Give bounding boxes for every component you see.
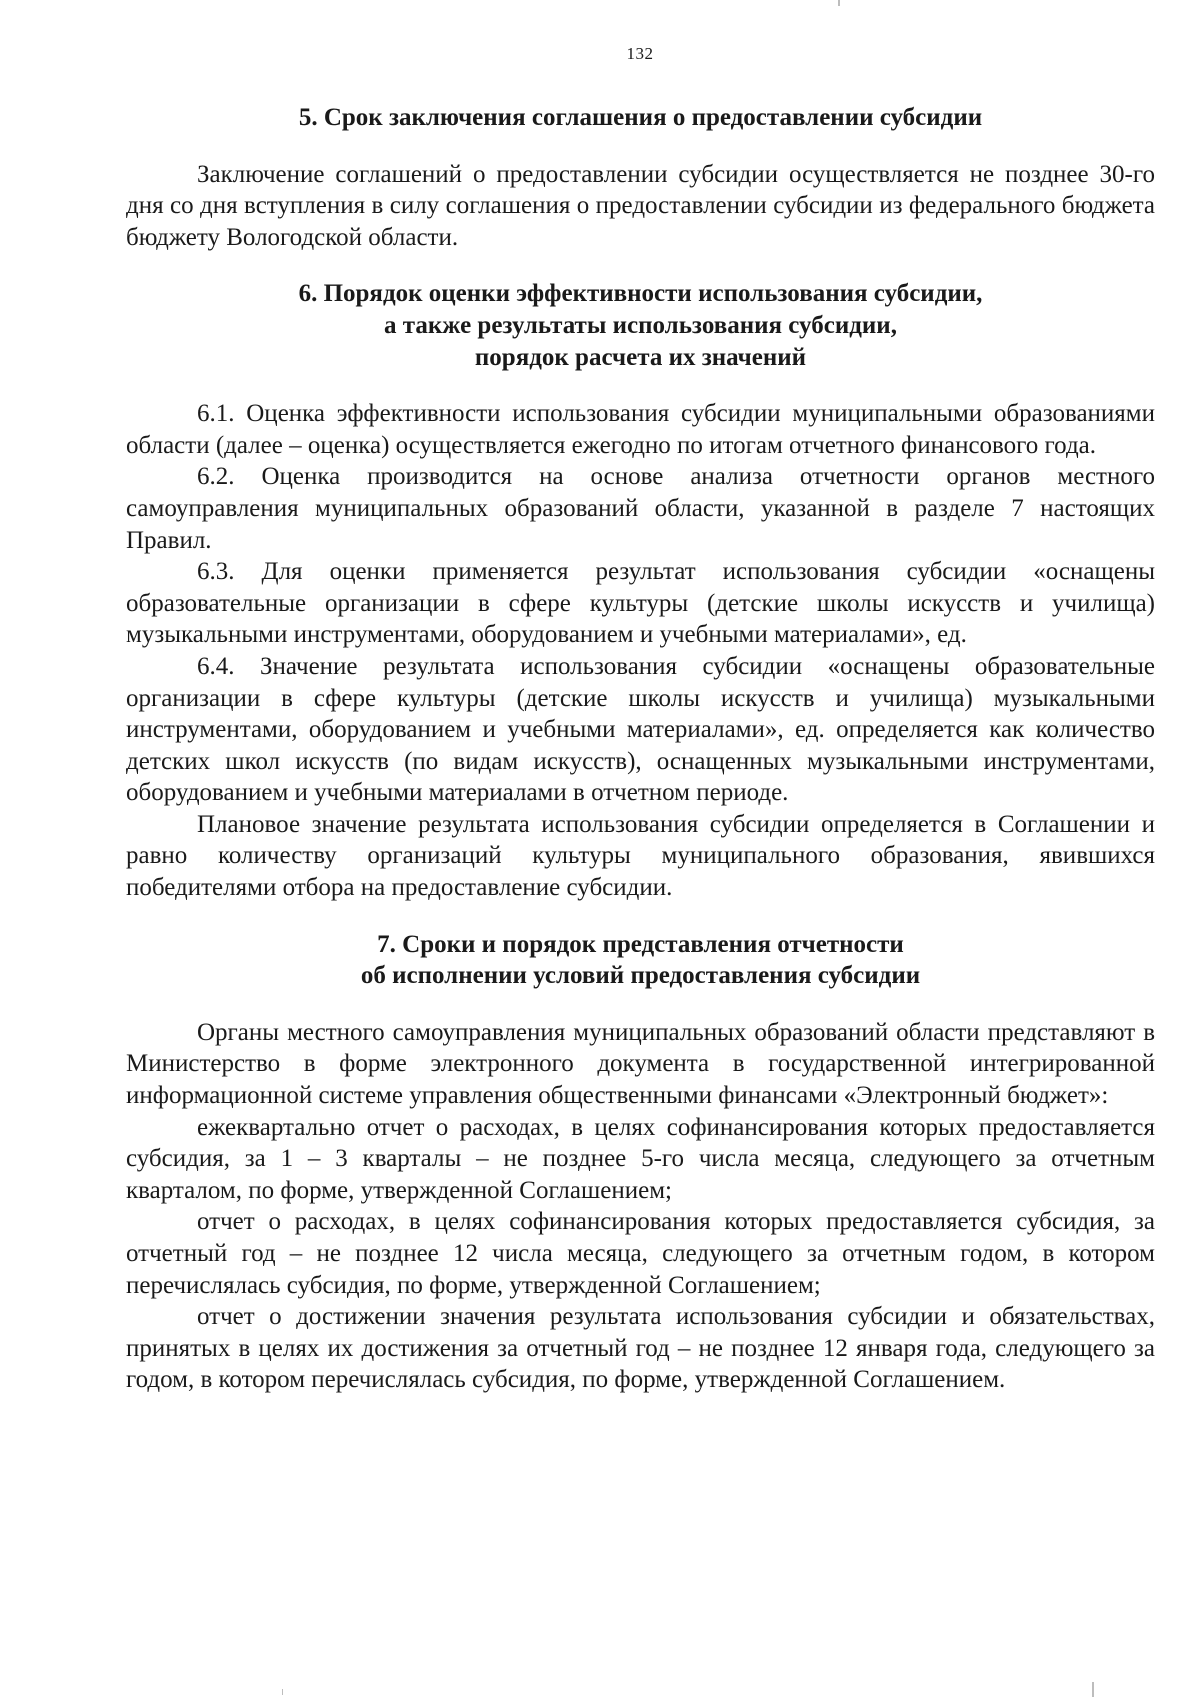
heading-line: 5. Срок заключения соглашения о предоставлении субсидии (298, 104, 983, 131)
heading-line: 7. Сроки и порядок представления отчетности (377, 930, 904, 958)
section-6-heading (126, 278, 1155, 373)
section-6-paragraph: 6.4. Значение результата использования субсидии «оснащены образовательные организации в сфере культуры (детские школы искусств и училища) музыкальными инструментами, оборудованием и учебными материалами», ед. определяется как количество детских школ искусств (по видам искусств), оснащенных музыкальными инструментами, оборудованием и учебными материалами в отчетном периоде. (126, 652, 1155, 807)
section-7-paragraph: ежеквартально отчет о расходах, в целях софинансирования которых предоставляется субсидия, за 1 – 3 кварталы – не позднее 5-го числа месяца, следующего за отчетным кварталом, по форме, утвержденной Соглашением; (126, 1113, 1155, 1204)
section-7-paragraph: отчет о расходах, в целях софинансирования которых предоставляется субсидия, за отчетный год – не позднее 12 числа месяца, следующего за отчетным годом, в котором перечислялась субсидия, по форме, утвержденной Соглашением; (126, 1208, 1155, 1299)
scan-mark (1092, 1682, 1094, 1697)
section-6-paragraph: Плановое значение результата использования субсидии определяется в Соглашении и равно количеству организаций культуры муниципального образования, явившихся победителями отбора на предоставление субсидии. (126, 810, 1155, 902)
section-7-paragraph: Органы местного самоуправления муниципальных образований области представляют в Министерство в форме электронного документа в государственной интегрированной информационной системе управления общественными финансами «Электронный бюджет»: (126, 1018, 1155, 1110)
heading-line: порядок расчета их значений (474, 343, 807, 371)
page-number: 132 (626, 44, 654, 63)
scan-mark (282, 1689, 283, 1695)
section-7-paragraph: отчет о достижении значения результата использования субсидии и обязательствах, принятых в целях их достижения за отчетный год – не позднее 12 января года, следующего за годом, в котором перечислялась субсидия, по форме, утвержденной Соглашением. (126, 1303, 1155, 1394)
section-5-paragraph: Заключение соглашений о предоставлении субсидии осуществляется не позднее 30-го дня со дня вступления в силу соглашения о предоставлении субсидии из федерального бюджета бюджету Вологодской области. (126, 160, 1155, 251)
heading-line: а также результаты использования субсидии, (384, 311, 897, 339)
section-6-paragraph: 6.1. Оценка эффективности использования субсидии муниципальными образованиями области (далее – оценка) осуществляется ежегодно по итогам отчетного финансового года. (126, 400, 1155, 459)
heading-line: об исполнении условий предоставления субсидии (360, 962, 921, 990)
section-7-heading (126, 929, 1155, 992)
heading-line: 6. Порядок оценки эффективности использования субсидии, (298, 280, 983, 308)
section-5-heading (126, 102, 1155, 134)
section-6-paragraph: 6.2. Оценка производится на основе анализа отчетности органов местного самоуправления муниципальных образований области, указанной в разделе 7 настоящих Правил. (126, 463, 1155, 554)
section-6-paragraph: 6.3. Для оценки применяется результат использования субсидии «оснащены образовательные организации в сфере культуры (детские школы искусств и училища) музыкальными инструментами, оборудованием и учебными материалами», ед. (126, 558, 1155, 649)
scan-mark (838, 0, 840, 6)
document-body (126, 102, 1155, 1396)
